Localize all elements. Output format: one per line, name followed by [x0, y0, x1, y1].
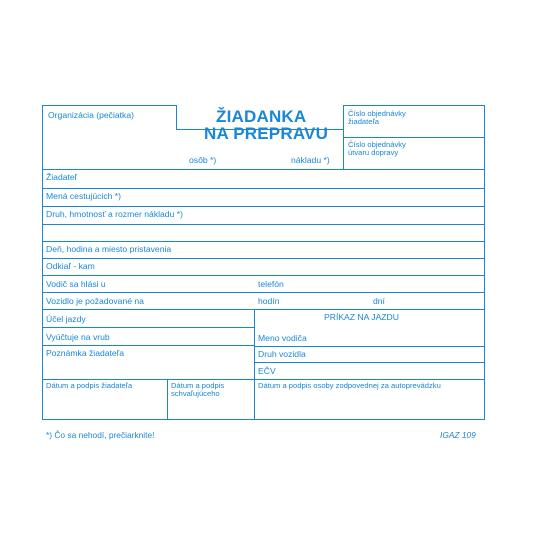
purpose-label: Účel jazdy [46, 314, 86, 324]
row-line-3 [42, 206, 485, 207]
frame-top-right [343, 105, 485, 106]
order-dispatch-label: Číslo objednávky útvaru dopravy [348, 140, 406, 158]
org-box-right [176, 105, 177, 129]
form-code: IGAZ 109 [440, 430, 476, 440]
row-line-1 [42, 169, 485, 170]
requester-label: Žiadateľ [46, 172, 78, 182]
signature-divider [167, 379, 168, 420]
row-line-2 [42, 188, 485, 189]
route-label: Odkiaľ - kam [46, 261, 95, 271]
order-line-1 [254, 346, 485, 347]
footer-note: *) Čo sa nehodí, prečiarknite! [46, 430, 155, 440]
row-line-10 [42, 327, 254, 328]
row-line-5 [42, 241, 485, 242]
row-line-4 [42, 224, 485, 225]
pickup-label: Deň, hodina a miesto pristavenia [46, 244, 172, 254]
column-divider [254, 309, 255, 419]
frame-left [42, 105, 43, 420]
row-line-9 [42, 309, 485, 310]
frame-bottom [42, 419, 485, 420]
days-label: dní [373, 296, 385, 306]
hours-label: hodín [258, 296, 280, 306]
signature-carrier: Dátum a podpis osoby zodpovednej za autoprevádzku [258, 381, 441, 390]
frame-right [484, 105, 485, 420]
driver-name-label: Meno vodiča [258, 333, 307, 343]
phone-label: telefón [258, 279, 284, 289]
frame-top-left [42, 105, 176, 106]
cargo-label-row: Druh, hmotnosť a rozmer nákladu *) [46, 209, 183, 219]
driving-order-title: PRÍKAZ NA JAZDU [324, 312, 399, 322]
driver-report-label: Vodič sa hlási u [46, 279, 106, 289]
vehicle-type-label: Druh vozidla [258, 349, 306, 359]
row-line-7 [42, 275, 485, 276]
billing-label: Vyúčtuje na vrub [46, 332, 110, 342]
order-line-2 [254, 362, 485, 363]
form-title-line1: ŽIADANKA [216, 107, 307, 126]
form-title-line2: NA PREPRAVU [204, 124, 329, 143]
row-line-6 [42, 258, 485, 259]
persons-label: osôb *) [189, 155, 217, 165]
row-line-8 [42, 292, 485, 293]
passengers-label: Mená cestujúcich *) [46, 191, 121, 201]
transport-request-form [42, 105, 485, 425]
organization-label: Organizácia (pečiatka) [48, 110, 134, 120]
order-requester-label: Číslo objednávky žiadateľa [348, 109, 406, 127]
signature-requester: Dátum a podpis žiadateľa [46, 381, 133, 390]
order-box-divider [343, 137, 485, 138]
requester-note-label: Poznámka žiadateľa [46, 348, 124, 358]
signature-approver: Dátum a podpis schvaľujúceho [171, 381, 225, 399]
vehicle-required-label: Vozidlo je požadované na [46, 296, 144, 306]
plate-label: EČV [258, 366, 276, 376]
cargo-label: nákladu *) [291, 155, 330, 165]
row-line-11 [42, 345, 254, 346]
